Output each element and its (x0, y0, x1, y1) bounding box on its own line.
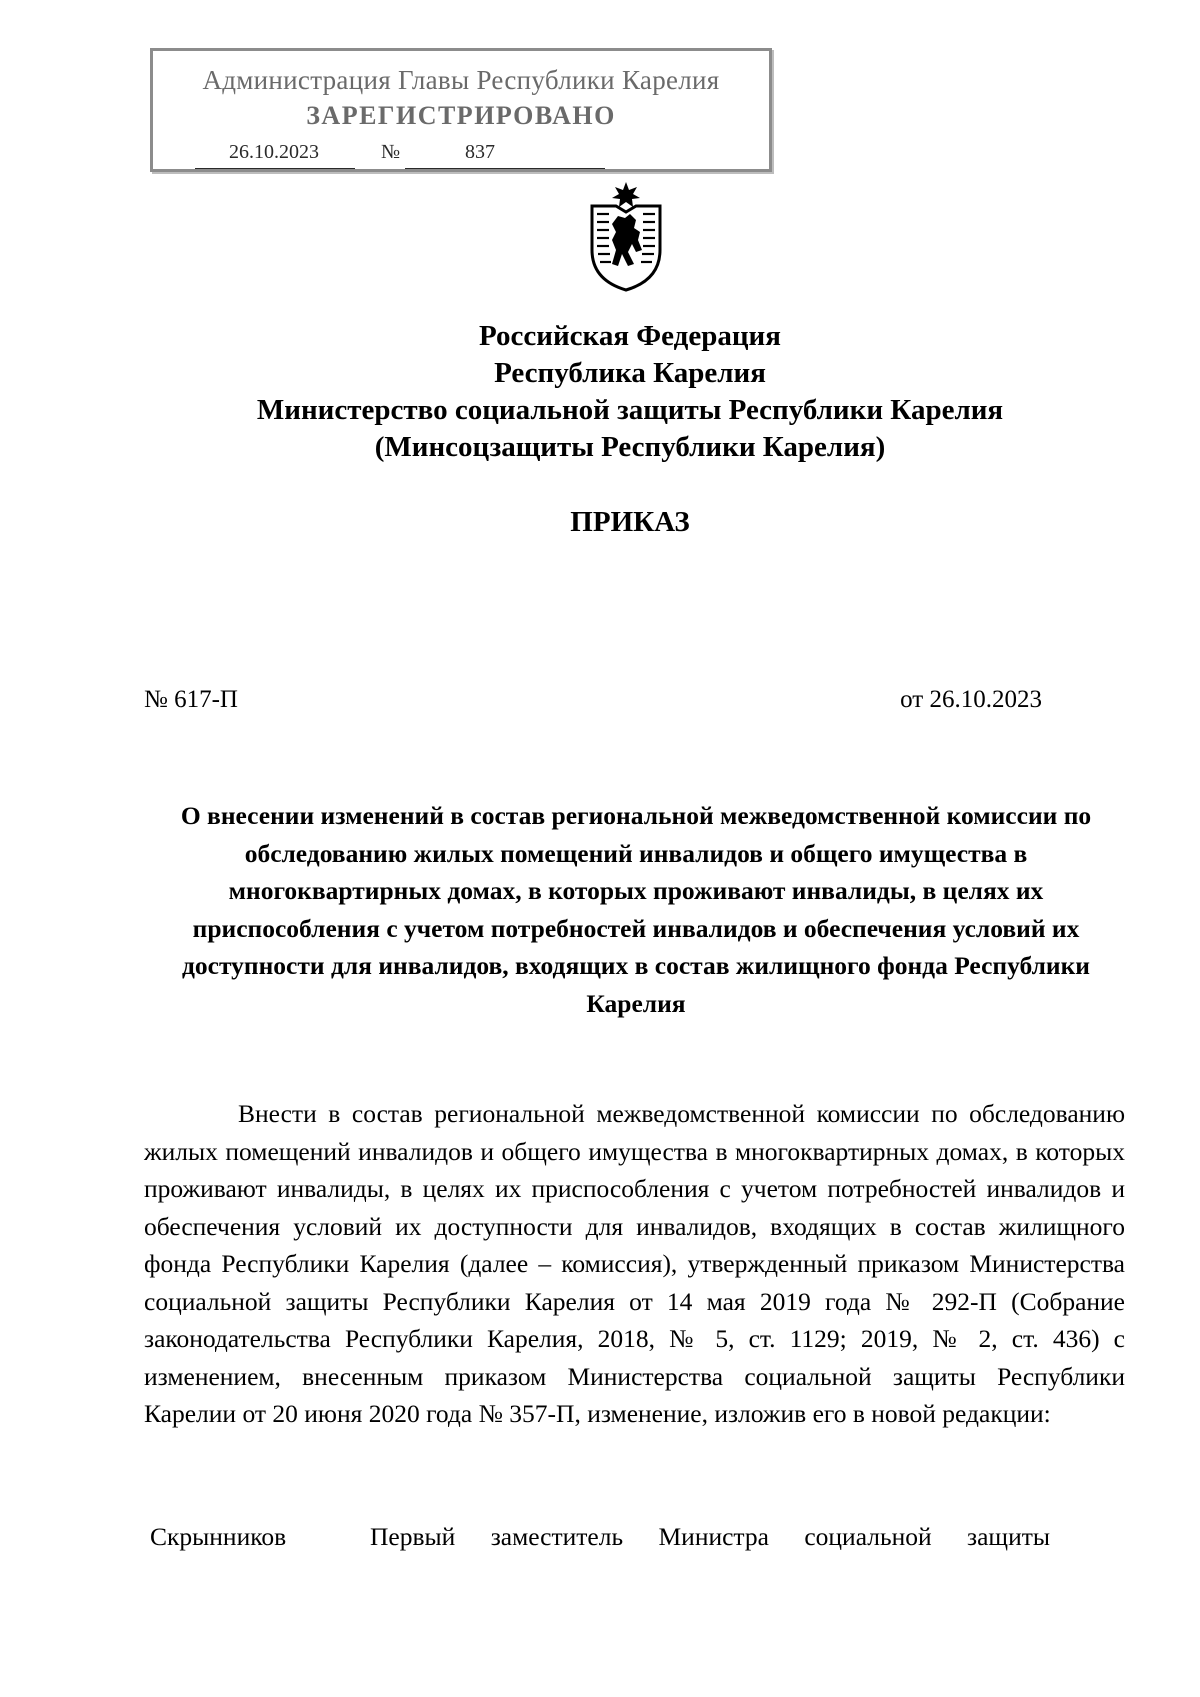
body-paragraph: Внести в состав региональной межведомственной комиссии по обследованию жилых помещений инвалидов и общего имущества в многоквартирных домах, в которых проживают инвалиды, в целях их приспособления с учетом потребностей инвалидов и обеспечения условий их доступности для инвалидов, входящих в состав жилищного фонда Республики Карелия (далее – комиссия), утвержденный приказом Министерства социальной защиты Республики Карелия от 14 мая 2019 года № 292-П (Собрание законодательства Республики Карелия, 2018, № 5, ст. 1129; 2019, № 2, ст. 436) с изменением, внесенным приказом Министерства социальной защиты Республики Карелии от 20 июня 2020 года № 357-П, изменение, изложив его в новой редакции: (144, 1099, 1125, 1428)
document-date: от 26.10.2023 (900, 686, 1042, 713)
header-ministry-short: (Минсоцзащиты Республики Карелия) (374, 431, 886, 463)
stamp-date: 26.10.2023 (229, 141, 319, 163)
stamp-number: 837 (465, 141, 495, 163)
registration-stamp (150, 48, 772, 172)
karelia-coat-of-arms-icon (578, 180, 674, 292)
document-number: № 617-П (144, 686, 238, 713)
stamp-status: ЗАРЕГИСТРИРОВАНО (306, 101, 616, 130)
member-name: Скрынников (150, 1522, 287, 1551)
stamp-authority: Администрация Главы Республики Карелия (202, 65, 720, 95)
stamp-registration-line (195, 141, 607, 169)
order-title: ПРИКАЗ (570, 506, 690, 538)
stamp-number-sign: № (381, 141, 401, 163)
document-header (120, 318, 1140, 466)
member-position: Первый заместитель Министра социальной защиты (370, 1522, 1050, 1551)
header-ministry: Министерство социальной защиты Республики Карелия (256, 394, 1004, 426)
header-republic: Республика Карелия (494, 357, 766, 389)
document-subject: О внесении изменений в состав региональной межведомственной комиссии по обследованию жилых помещений инвалидов и общего имущества в многоквартирных домах, в которых проживают инвалиды, в целях их приспособления с учетом потребностей инвалидов и обеспечения условий их доступности для инвалидов, входящих в состав жилищного фонда Республики Карелия (180, 801, 1092, 1018)
header-country: Российская Федерация (479, 320, 781, 352)
